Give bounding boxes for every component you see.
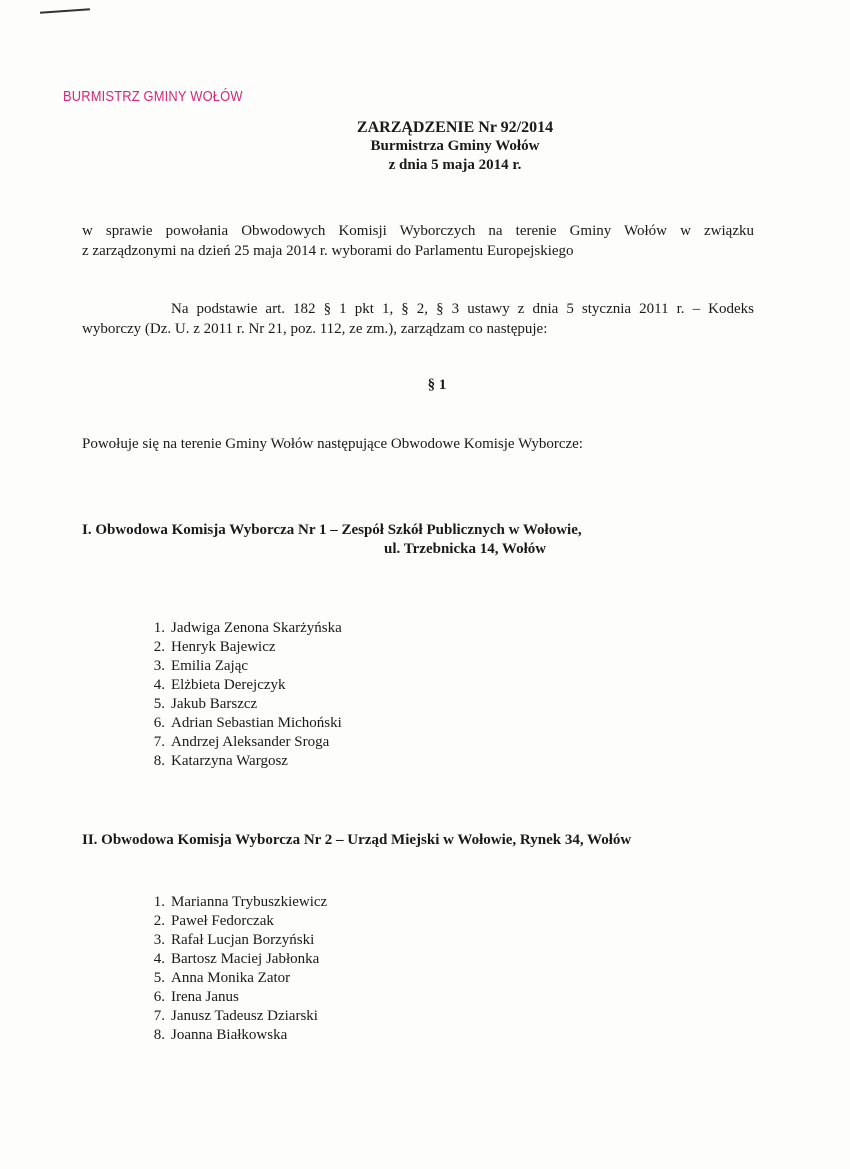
commission-1-title-line-2: ul. Trzebnicka 14, Wołów [384, 541, 547, 557]
section-heading: § 1 [427, 377, 447, 393]
subject-line-1: w sprawie powołania Obwodowych Komisji Wyborczych na terenie Gminy Wołów w związku [82, 223, 754, 239]
document-issuer: Burmistrza Gminy Wołów [370, 138, 540, 154]
subject-paragraph [82, 221, 754, 261]
legal-basis-line-2: wyborczy (Dz. U. z 2011 r. Nr 21, poz. 112, ze zm.), zarządzam co następuje: [82, 321, 548, 337]
commission-2-member-list [138, 893, 327, 1045]
legal-basis-paragraph [82, 299, 754, 339]
commission-1-member-list [138, 619, 342, 771]
document-header [0, 118, 850, 175]
list-item: 2. Paweł Fedorczak [153, 913, 274, 929]
commission-2-title-line-1: II. Obwodowa Komisja Wyborcza Nr 2 – Urząd Miejski w Wołowie, Rynek 34, Wołów [82, 832, 632, 848]
list-item: 6. Irena Janus [153, 989, 239, 1005]
list-item: 7. Janusz Tadeusz Dziarski [153, 1008, 318, 1024]
list-item: 8. Katarzyna Wargosz [153, 753, 288, 769]
subject-line-2: z zarządzonymi na dzień 25 maja 2014 r. wyborami do Parlamentu Europejskiego [82, 243, 574, 259]
list-item: 1. Marianna Trybuszkiewicz [153, 894, 328, 910]
list-item: 5. Anna Monika Zator [153, 970, 291, 986]
list-item: 1. Jadwiga Zenona Skarżyńska [153, 620, 342, 636]
commission-1-title [82, 521, 582, 559]
legal-basis-line-1: Na podstawie art. 182 § 1 pkt 1, § 2, § 3 ustawy z dnia 5 stycznia 2011 r. – Kodeks [171, 301, 754, 317]
list-item: 3. Rafał Lucjan Borzyński [153, 932, 315, 948]
list-item: 7. Andrzej Aleksander Sroga [153, 734, 330, 750]
list-item: 2. Henryk Bajewicz [153, 639, 276, 655]
scan-pen-mark [40, 8, 90, 13]
list-item: 3. Emilia Zając [153, 658, 249, 674]
commission-1-title-line-1: I. Obwodowa Komisja Wyborcza Nr 1 – Zespół Szkół Publicznych w Wołowie, [82, 522, 582, 538]
list-item: 4. Elżbieta Derejczyk [153, 677, 286, 693]
document-title: ZARZĄDZENIE Nr 92/2014 [356, 119, 554, 136]
list-item: 6. Adrian Sebastian Michoński [153, 715, 342, 731]
document-date: z dnia 5 maja 2014 r. [388, 157, 522, 173]
list-item: 5. Jakub Barszcz [153, 696, 258, 712]
list-item: 4. Bartosz Maciej Jabłonka [153, 951, 320, 967]
list-item: 8. Joanna Białkowska [153, 1027, 288, 1043]
commission-2-title [82, 831, 631, 850]
intro-paragraph: Powołuje się na terenie Gminy Wołów następujące Obwodowe Komisje Wyborcze: [82, 436, 583, 452]
issuer-stamp: BURMISTRZ GMINY WOŁÓW [63, 88, 243, 105]
